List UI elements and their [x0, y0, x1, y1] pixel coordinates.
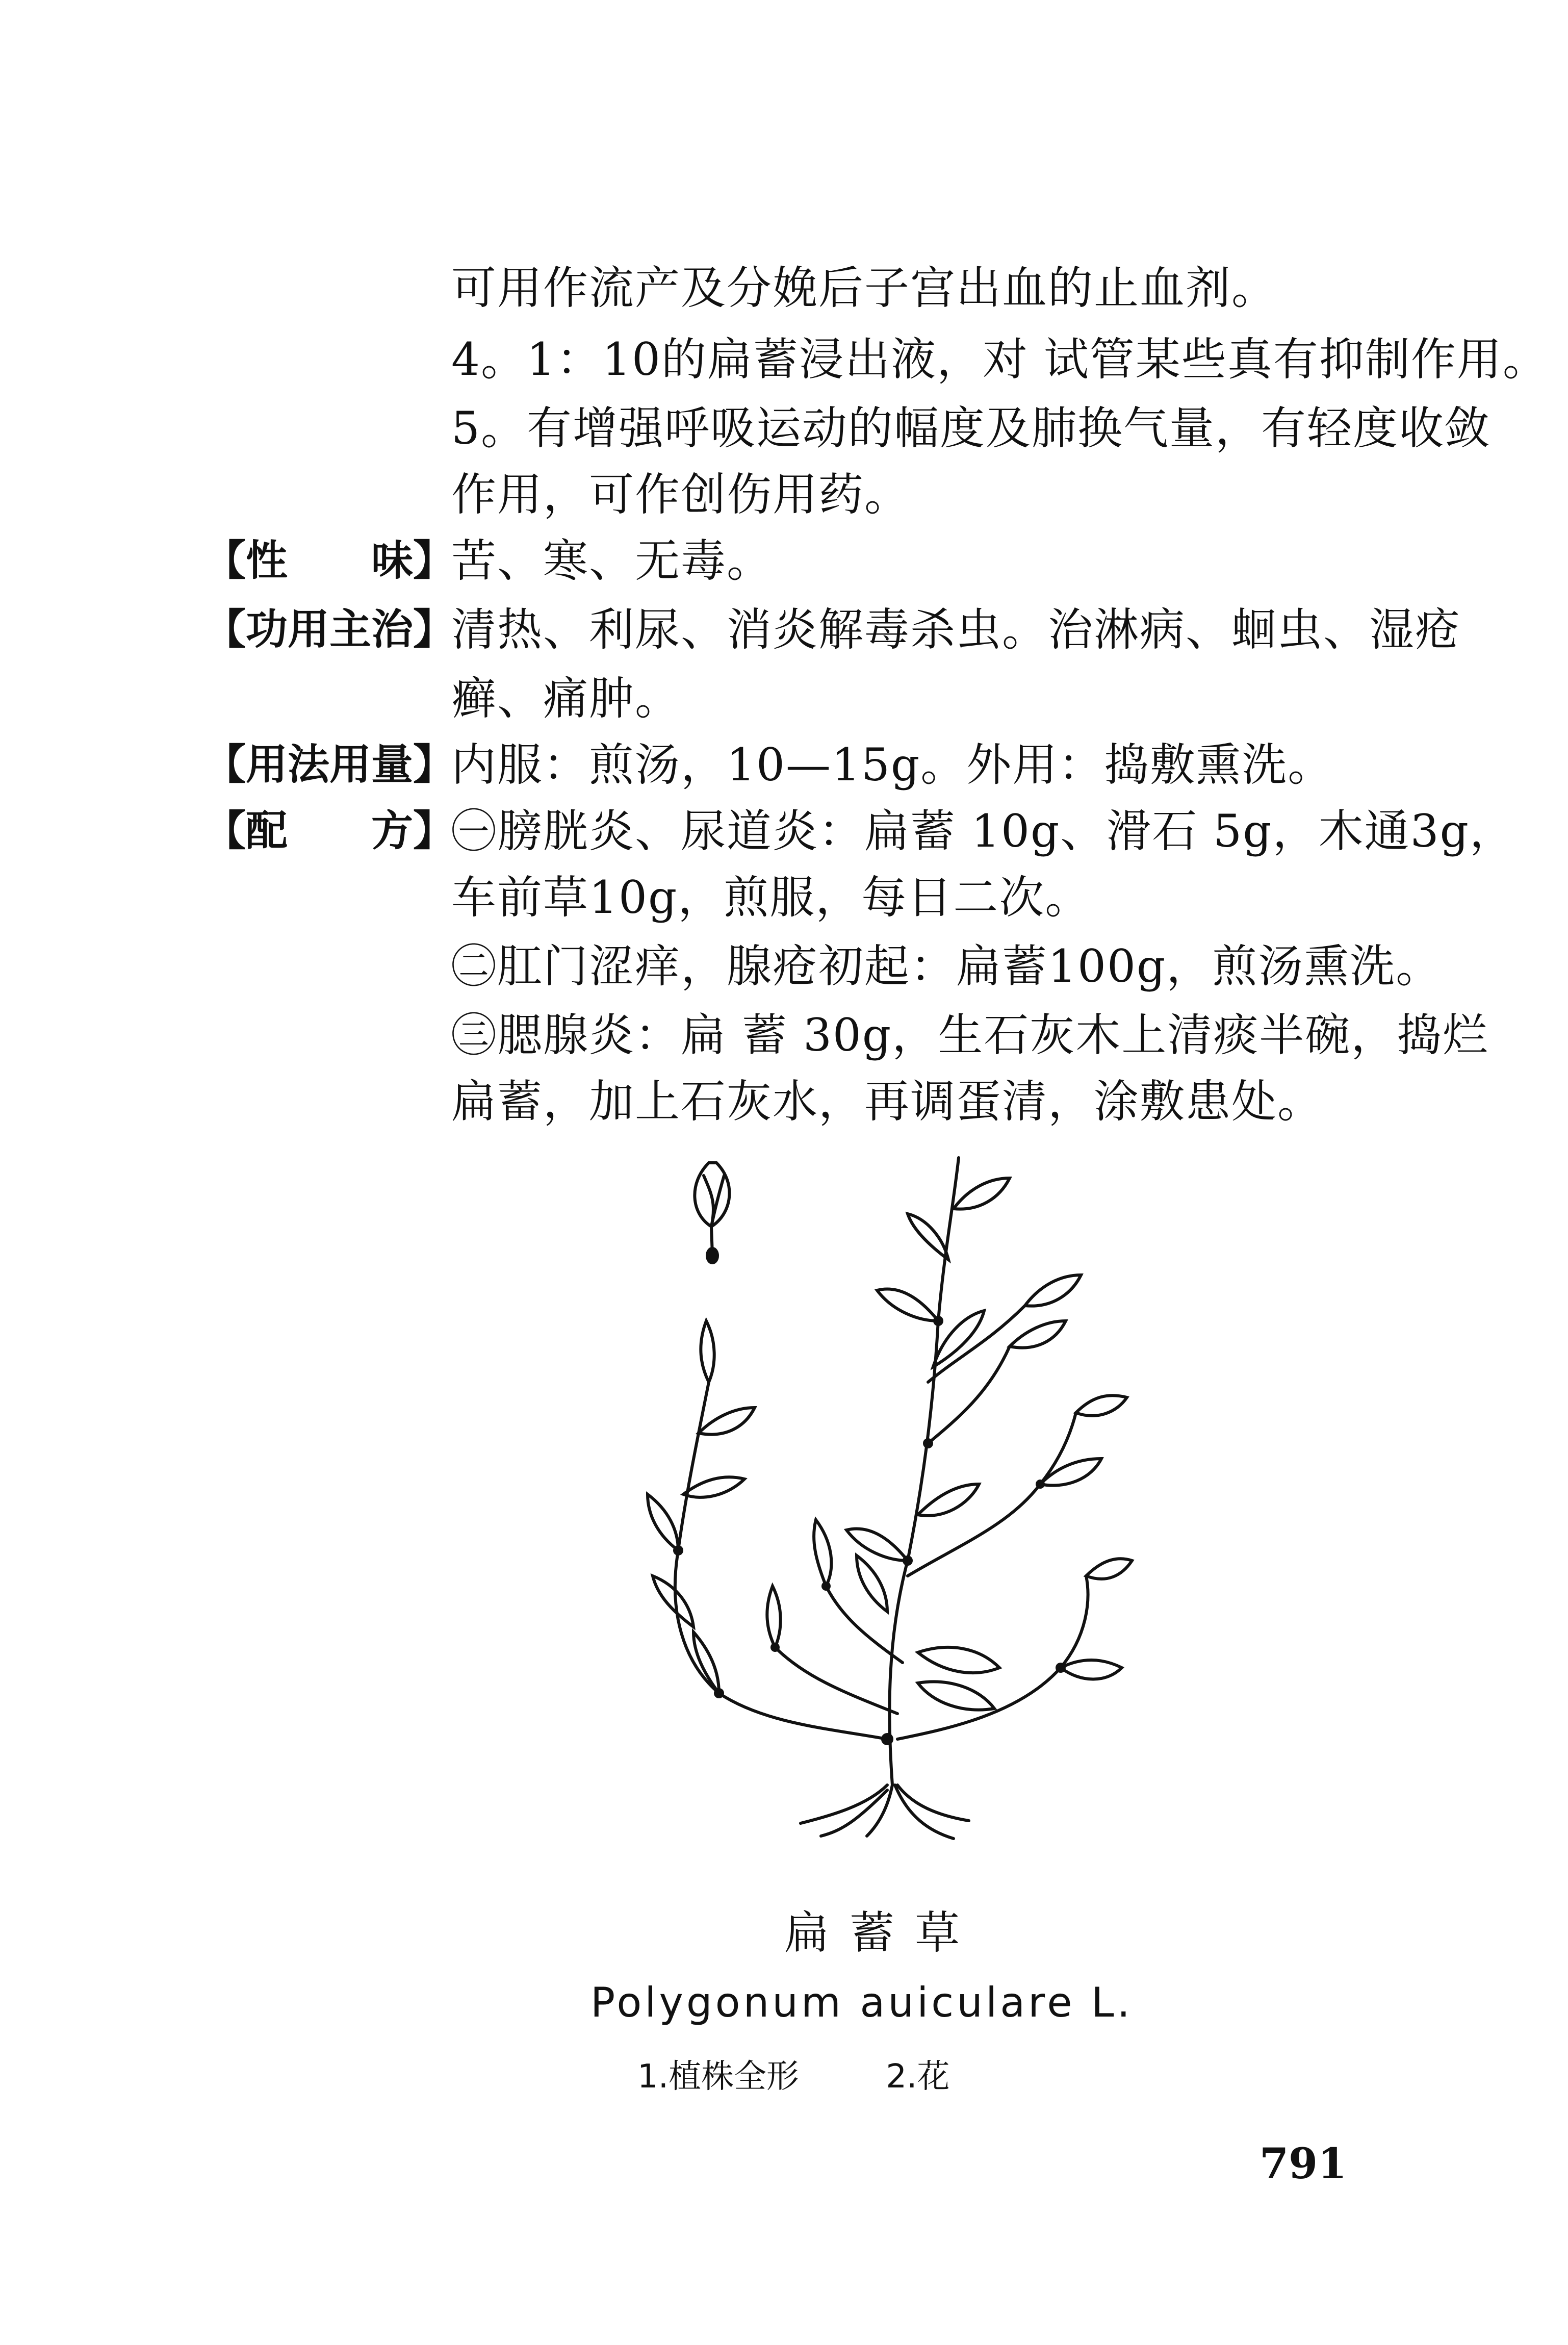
figure-legend-item-1: 1.植株全形	[637, 2058, 800, 2096]
body-line-4: 作用，可作创伤用药。	[451, 468, 911, 521]
gongyong-line-1: 清热、利尿、消炎解毒杀虫。治淋病、蛔虫、湿疮	[451, 603, 1461, 656]
figure-legend	[637, 2050, 1096, 2097]
body-line-2: 4。1：10的扁蓄浸出液，对 试管某些真有抑制作用。	[451, 333, 1549, 386]
plant-illustration	[602, 1127, 1188, 1892]
section-label-gongyong: 【功用主治】	[204, 605, 455, 654]
page-number: 791	[1259, 2139, 1347, 2188]
peifang-line-3: ㊁肛门涩痒，腺疮初起：扁蓄100g，煎汤熏洗。	[451, 940, 1442, 992]
figure-caption-latin: Polygonum auiculare L.	[590, 1979, 1134, 2026]
peifang-line-2: 车前草10g，煎服，每日二次。	[451, 871, 1091, 924]
yongfa-line-1: 内服：煎汤，10—15g。外用：捣敷熏洗。	[451, 738, 1334, 791]
peifang-line-1: ㊀膀胱炎、尿道炎：扁蓄 10g、滑石 5g，木通3g，	[451, 805, 1515, 857]
figure-legend-item-2: 2.花	[886, 2058, 950, 2096]
body-line-1: 可用作流产及分娩后子宫出血的止血剂。	[451, 262, 1278, 314]
peifang-line-5: 扁蓄，加上石灰水，再调蛋清，涂敷患处。	[451, 1075, 1324, 1128]
gongyong-line-2: 癣、痛肿。	[451, 672, 681, 725]
section-label-xingwei: 【性 味】	[204, 537, 455, 585]
section-label-peifang: 【配 方】	[204, 807, 455, 855]
body-line-3: 5。有增强呼吸运动的幅度及肺换气量，有轻度收敛	[451, 402, 1490, 454]
peifang-line-4: ㊂腮腺炎：扁 蓄 30g，生石灰木上清痰半碗，捣烂	[451, 1009, 1489, 1061]
figure-caption-chinese: 扁蓄草	[784, 1906, 980, 1959]
section-label-yongfa: 【用法用量】	[204, 741, 455, 789]
xingwei-line-1: 苦、寒、无毒。	[451, 534, 773, 587]
flower-detail-illustration	[695, 1163, 729, 1263]
